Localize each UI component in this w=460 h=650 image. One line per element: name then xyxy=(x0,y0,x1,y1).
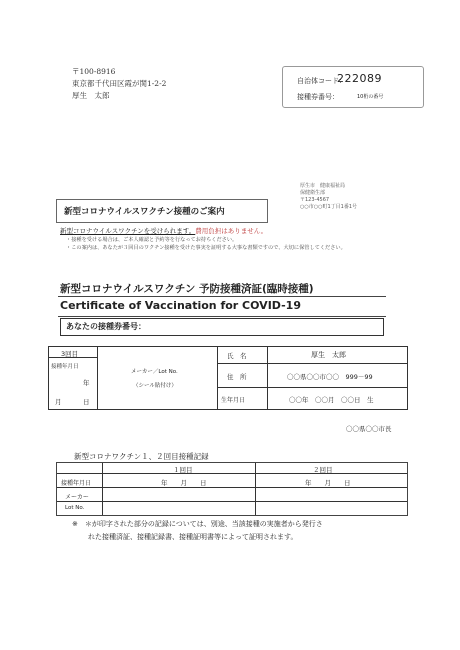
divider xyxy=(267,347,268,409)
recipient-name: 厚生 太郎 xyxy=(72,91,110,100)
month-label: 月 xyxy=(55,398,62,406)
ticket-number-value: 10桁の番号 xyxy=(357,94,384,100)
certificate-title-en: Certificate of Vaccination for COVID-19 xyxy=(60,299,301,312)
year-label: 年 xyxy=(83,379,90,387)
divider xyxy=(57,487,407,488)
notice-title: 新型コロナウイルスワクチン接種のご案内 xyxy=(64,207,225,217)
record-date-2: 年 月 日 xyxy=(305,479,351,487)
divider xyxy=(97,347,98,409)
record-col-1: １回目 xyxy=(173,466,193,474)
sender-line: 〒123-4567 xyxy=(300,197,330,203)
date-label: 接種年月日 xyxy=(51,364,79,370)
municipality-code: 222089 xyxy=(337,72,382,85)
notice-line-1b: 費用負担はありません。 xyxy=(195,227,268,235)
divider xyxy=(255,463,256,515)
divider xyxy=(58,316,386,317)
dose-label: 3回目 xyxy=(61,350,79,358)
notice-line-1a: 新型コロナウイルスワクチンを受けられます。 xyxy=(60,227,196,235)
ticket-number-label: 接種券番号： xyxy=(297,93,339,101)
ticket-number-box-label: あなたの接種券番号： xyxy=(66,322,146,331)
name-label: 氏 名 xyxy=(227,352,247,360)
code-box xyxy=(282,66,424,108)
sender-info xyxy=(300,183,357,211)
municipality-code-label: 自治体コード： xyxy=(297,77,346,85)
record-table xyxy=(56,462,408,516)
certificate-title-jp: 新型コロナウイルスワクチン 予防接種済証(臨時接種) xyxy=(60,283,314,295)
ticket-number-box xyxy=(60,318,384,336)
footnote-line-2: れた接種済証、接種記録書、接種証明書等によって証明されます。 xyxy=(88,533,298,541)
divider xyxy=(217,347,218,409)
maker-lot-label: メーカー／Lot No. xyxy=(131,369,178,375)
sender-line: 厚生市 健康福祉局 xyxy=(300,183,346,189)
birth-value: 〇〇年 〇〇月 〇〇日 生 xyxy=(289,396,374,404)
divider xyxy=(57,473,407,474)
divider xyxy=(102,463,103,515)
record-row-lot: Lot No. xyxy=(65,505,85,511)
notice-line-3: ・この案内は、あなたが３回目のワクチン接種を受けた事実を証明する大事な書類ですので、大切に保管してください。 xyxy=(66,245,346,251)
record-row-maker: メーカー xyxy=(65,494,89,501)
sender-line: 保健衛生部 xyxy=(300,190,326,196)
sender-line: ○○市○○町1丁目1番1号 xyxy=(300,204,357,210)
record-col-2: ２回目 xyxy=(313,466,333,474)
day-label: 日 xyxy=(83,398,90,406)
address-label: 住 所 xyxy=(227,373,247,381)
record-row-date: 接種年月日 xyxy=(61,480,92,487)
notice-line-1 xyxy=(60,226,267,235)
postal-code: 〒100-8916 xyxy=(72,67,116,76)
name-value: 厚生 太郎 xyxy=(311,351,346,359)
divider xyxy=(57,501,407,502)
seal-label: （シール貼付け） xyxy=(133,383,177,389)
record-date-1: 年 月 日 xyxy=(161,479,207,487)
record-title: 新型コロナワクチン１、２回目接種記録 xyxy=(74,452,209,461)
birth-label: 生年月日 xyxy=(221,397,246,404)
recipient-address xyxy=(72,66,166,102)
footnote-line-1: ※ ＊が印字された部分の記録については、別途、当該接種の実施者から発行さ xyxy=(72,520,323,528)
notice-line-2: ・接種を受ける場合は、ご本人確認と予約等を行なってお持ちください。 xyxy=(66,237,238,243)
divider xyxy=(217,363,407,364)
divider xyxy=(58,296,386,297)
mayor-stamp: 〇〇県〇〇市長 xyxy=(346,425,392,433)
divider xyxy=(217,387,407,388)
address-value: 〇〇県〇〇市〇〇 999－99 xyxy=(287,373,373,381)
vaccination-table xyxy=(48,346,408,410)
street-address: 東京都千代田区霞が関1-2-2 xyxy=(72,79,167,88)
